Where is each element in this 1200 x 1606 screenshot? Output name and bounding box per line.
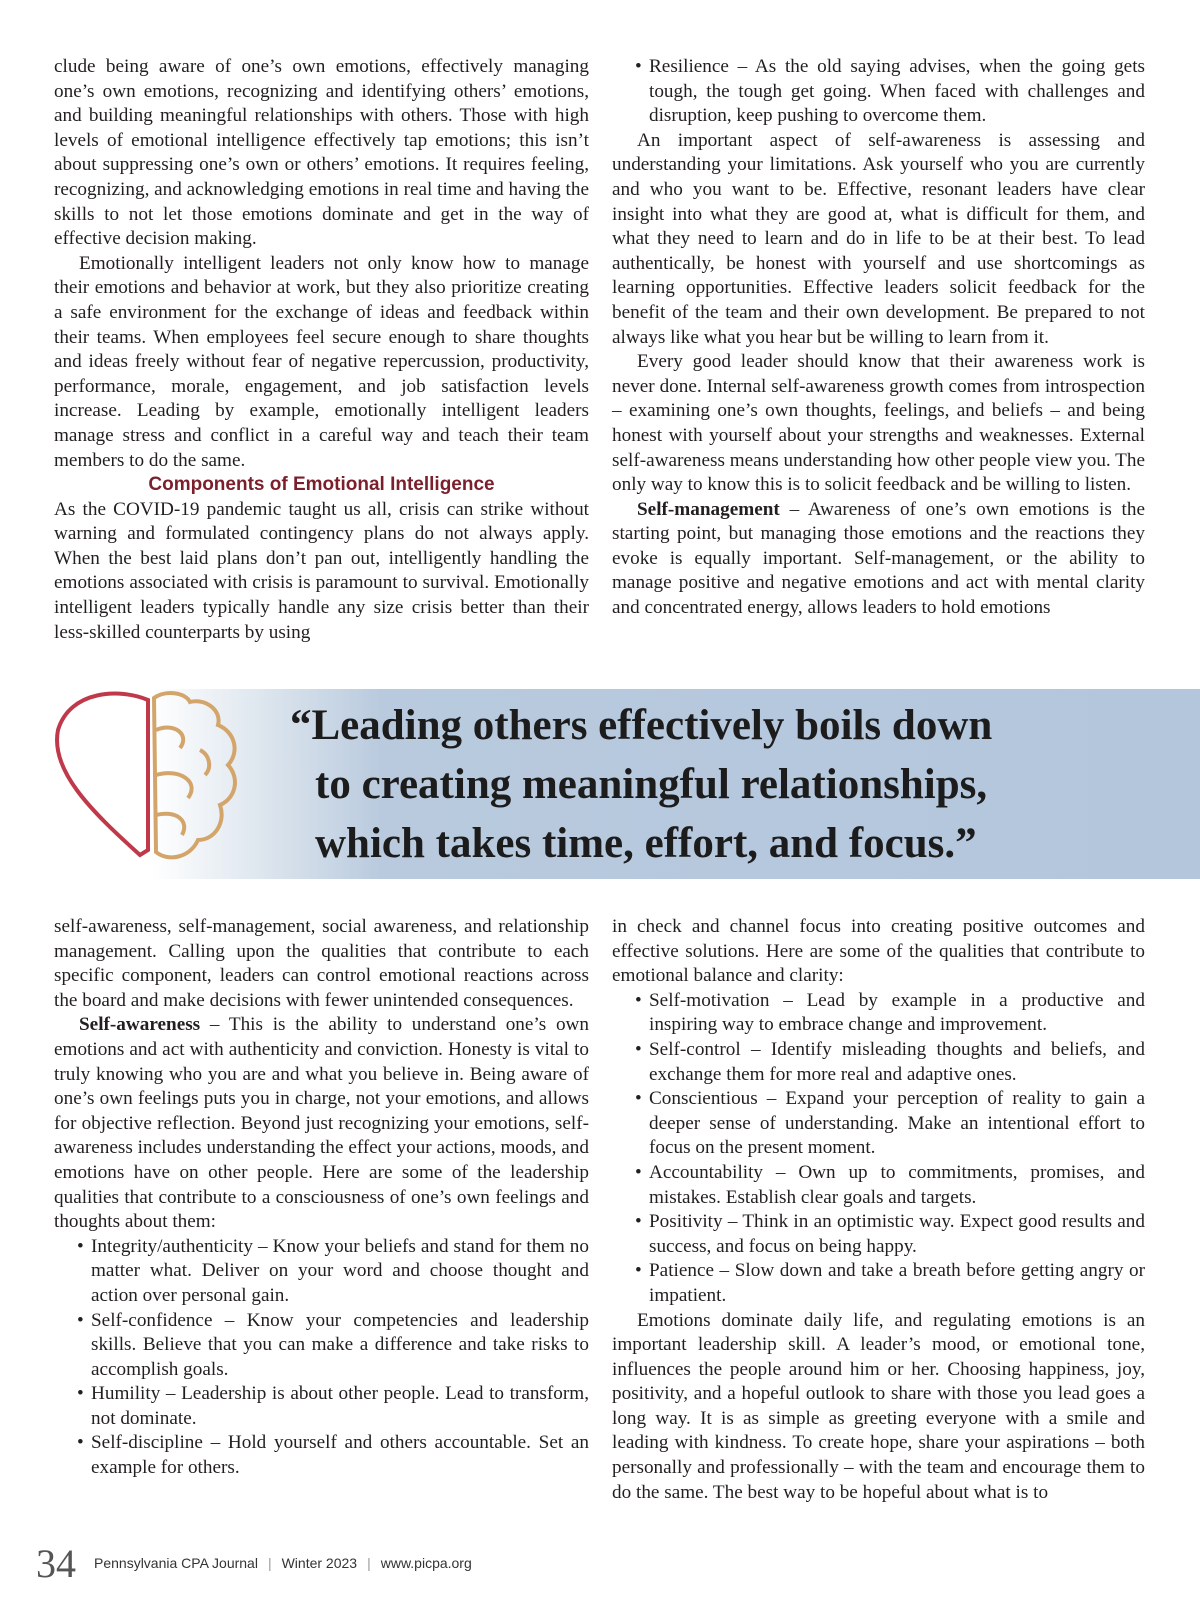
journal-name: Pennsylvania CPA Journal [94, 1555, 258, 1571]
paragraph: Every good leader should know that their awareness work is never done. Internal self-awareness growth comes from introspection – examining one’s own thoughts, feelings, and beliefs – and being honest with yourself about your strengths and weaknesses. External self-awareness means understanding how other people view you. The only way to know this is to solicit feedback and be willing to listen. [612, 351, 1146, 496]
list-item: • Humility – Leadership is about other people. Lead to transform, not dominate. [54, 1382, 589, 1431]
footer-divider: | [367, 1555, 371, 1571]
issue-date: Winter 2023 [281, 1555, 358, 1571]
term-label: Self-management [637, 498, 780, 520]
list-item: • Self-control – Identify misleading thoughts and beliefs, and exchange them for more real and adaptive ones. [612, 1038, 1145, 1087]
half-heart-icon [57, 694, 148, 855]
section-heading: Components of Emotional Intelligence [148, 474, 495, 496]
list-item: • Accountability – Own up to commitments, promises, and mistakes. Establish clear goals and targets. [612, 1161, 1145, 1210]
list-item: • Positivity – Think in an optimistic way. Expect good results and success, and focus on being happy. [612, 1210, 1145, 1259]
website-link[interactable]: www.picpa.org [380, 1555, 472, 1571]
page-footer [36, 1538, 472, 1588]
paragraph: in check and channel focus into creating positive outcomes and effective solutions. Here are some of the qualities that contribute to emotional balance and clarity: [612, 916, 1145, 987]
paragraph [612, 498, 1145, 621]
quote-line: “Leading others effectively boils down [290, 702, 993, 749]
quote-line: which takes time, effort, and focus.” [315, 820, 977, 867]
paragraph: An important aspect of self-awareness is assessing and understanding your limitations. Ask yourself who you are currently and who you want to be. Effective, resonant leaders have clear insight into what they are good at, what is difficult for them, and what they need to learn and do in life to be at their best. To lead authentically, be honest with yourself and use shortcomings as learning opportunities. Effective leaders solicit feedback for the benefit of the team and their own development. Be prepared to not always like what you hear but be willing to learn from it. [612, 129, 1145, 348]
paragraph [54, 1013, 589, 1234]
footer-divider: | [267, 1555, 272, 1571]
bullet-list [54, 1235, 589, 1481]
paragraph-text: – This is the ability to understand one’s own emotions and act with authenticity and conviction. Honesty is vital to truly knowing who you are and what you believe in. Being aware of one’s own feelings puts you in charge, not your emotions, and allows for objective reflection. Beyond just recognizing your emotions, self-awareness includes understanding the effect your actions, moods, and emotions have on other people. Here are some of the leadership qualities that contribute to a consciousness of one’s own feelings and thoughts about them: [54, 1014, 589, 1233]
pull-quote [290, 696, 1170, 873]
quote-line: to creating meaningful relationships, [315, 761, 988, 808]
column-3 [54, 915, 589, 1481]
paragraph: Emotions dominate daily life, and regulating emotions is an important leadership skill. A leader’s mood, or emotional tone, influences the people around him or her. Choosing happiness, joy, positivity, and a hopeful outlook to share with those you lead goes a long way. It is as simple as greeting everyone with a smile and leading with kindness. To create hope, share your aspirations – both personally and professionally – with the team and encourage them to do the same. The best way to be hopeful about what is to [612, 1309, 1145, 1503]
bullet-list [612, 989, 1145, 1309]
paragraph: Emotionally intelligent leaders not only know how to manage their emotions and behavior at work, but they also prioritize creating a safe environment for the exchange of ideas and feedback within their teams. When employees feel secure enough to share thoughts and ideas freely without fear of negative repercussion, productivity, performance, morale, engagement, and job satisfaction levels increase. Leading by example, emotionally intelligent leaders manage stress and conflict in a careful way and teach their team members to do the same. [54, 252, 589, 471]
heart-brain-icon [50, 690, 250, 880]
paragraph: self-awareness, self-management, social awareness, and relationship management. Calling upon the qualities that contribute to each specific component, leaders can control emotional reactions across the board and make decisions with fewer unintended consequences. [54, 916, 589, 1011]
paragraph-text: – Awareness of one’s own emotions is the starting point, but managing those emotions and the reactions they evoke is equally important. Self-management, or the ability to manage positive and negative emotions and act with mental clarity and concentrated energy, allows leaders to hold emotions [612, 498, 1145, 619]
list-item: • Resilience – As the old saying advises, when the going gets tough, the tough get going. When faced with challenges and disruption, keep pushing to overcome them. [612, 55, 1145, 129]
term-label: Self-awareness [79, 1014, 201, 1036]
paragraph: As the COVID-19 pandemic taught us all, crisis can strike without warning and formulated contingency plans do not always apply. When the best laid plans don’t pan out, intelligently handling the emotions associated with crisis is paramount to survival. Emotionally intelligent leaders typically handle any size crisis better than their less-skilled counterparts by using [54, 498, 589, 643]
paragraph: clude being aware of one’s own emotions, effectively managing one’s own emotions, recognizing and identifying others’ emotions, and building meaningful relationships with others. Those with high levels of emotional intelligence effectively tap emotions; this isn’t about suppressing one’s own or others’ emotions. It requires feeling, recognizing, and acknowledging emotions in real time and having the skills to not let those emotions dominate and get in the way of effective decision making. [54, 56, 589, 250]
list-item: • Self-discipline – Hold yourself and others accountable. Set an example for others. [54, 1431, 589, 1480]
column-2 [612, 55, 1145, 621]
bullet-list [612, 55, 1145, 129]
page-number: 34 [36, 1540, 76, 1586]
column-4 [612, 915, 1145, 1505]
list-item: • Self-motivation – Lead by example in a productive and inspiring way to embrace change and improvement. [612, 989, 1145, 1038]
list-item: • Integrity/authenticity – Know your beliefs and stand for them no matter what. Deliver on your word and choose thought and action over personal gain. [54, 1235, 589, 1309]
list-item: • Self-confidence – Know your competencies and leadership skills. Believe that you can make a difference and take risks to accomplish goals. [54, 1309, 589, 1383]
column-1 [54, 55, 589, 645]
list-item: • Conscientious – Expand your perception of reality to gain a deeper sense of understanding. Make an intentional effort to focus on the present moment. [612, 1087, 1145, 1161]
list-item: • Patience – Slow down and take a breath before getting angry or impatient. [612, 1259, 1145, 1308]
